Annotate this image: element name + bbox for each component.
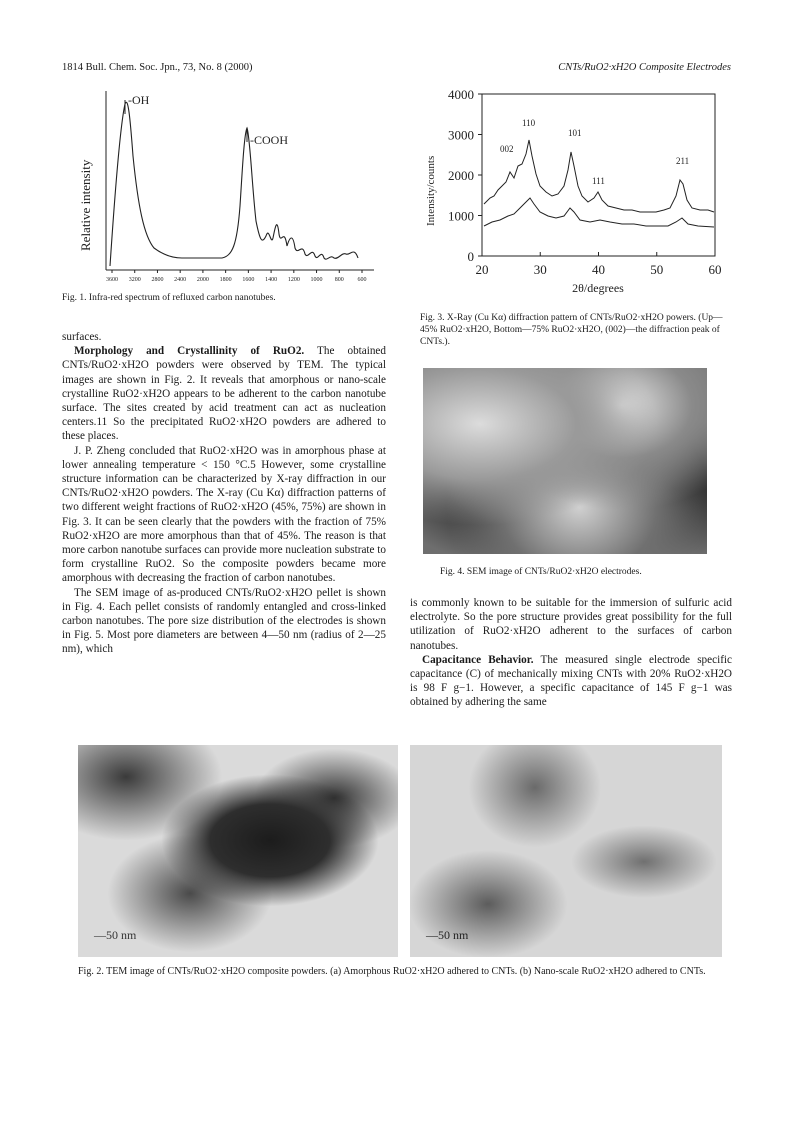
fig3-peak-110: 110 xyxy=(522,118,536,128)
right-text-p1: is commonly known to be suitable for the immersion of sulfuric acid electrolyte. So the pore structure provides great possibility for the full utilization of RuO2·xH2O adherent to the surfaces of carbon nanotubes. xyxy=(410,597,732,652)
fig1-x-tick-label: 3600 xyxy=(106,277,118,283)
fig1-peak-cooh: -COOH xyxy=(250,133,288,147)
fig2-caption: Fig. 2. TEM image of CNTs/RuO2·xH2O composite powders. (a) Amorphous RuO2·xH2O adhered to CNTs. (b) Nano-scale RuO2·xH2O adhered to CNTs. xyxy=(78,966,706,977)
right-column-text xyxy=(410,596,732,710)
fig3-peak-002: 002 xyxy=(500,144,514,154)
fig1-x-tick-label: 2400 xyxy=(174,277,187,283)
left-text-p2: J. P. Zheng concluded that RuO2·xH2O was in amorphous phase at lower annealing temperature < 150 °C.5 However, some crystalline structure information can be characterized by X-ray diffraction in our CNTs/RuO2·xH2O powders. The X-ray (Cu Kα) diffraction patterns of two different weight fractions of RuO2·xH2O (45%, 75%) are shown in Fig. 3. It can be seen clearly that the powders with the fraction of 75% RuO2·xH2O are more amorphous than that of 45%. The reason is that more carbon nanotube surfaces can provide more nucleation substrate to form crystalline RuO2. So the composite powders became more amorphous with decreasing the fraction of carbon nanotubes. xyxy=(62,444,387,585)
right-text-p2: The measured single electrode specific capacitance (C) of mechanically mixing CNTs with 20% RuO2·xH2O is 98 F g−1. However, a specific capacitance of 145 F g−1 was obtained by adhering the same xyxy=(410,653,732,709)
fig2b-tem-image xyxy=(410,745,722,957)
fig1-x-tick-label: 1000 xyxy=(310,277,323,283)
fig3-x-tick-label: 60 xyxy=(708,262,722,277)
fig3-x-tick-label: 40 xyxy=(592,262,605,277)
left-column-text xyxy=(62,330,386,657)
fig3-ylabel: Intensity/counts xyxy=(425,155,437,226)
fig1-spectrum-line xyxy=(110,102,358,266)
left-text-p1: The obtained CNTs/RuO2·xH2O powders were observed by TEM. The typical images are shown in Fig. 2. It reveals that amorphous or nano-scale crystalline RuO2·xH2O appears to be adherent to the carbon nanotube surface. The sites created by acid treatment can act as nucleation centers.11 So the precipitated RuO2·xH2O powders are adhered to these places. xyxy=(62,345,386,443)
fig3-xrd-chart xyxy=(410,86,735,296)
section-heading-morphology: Morphology and Crystallinity of RuO2. xyxy=(74,345,305,358)
fig3-y-tick-label: 4000 xyxy=(448,87,474,102)
fig1-x-tick-label: 2800 xyxy=(151,277,164,283)
fig1-ir-spectrum xyxy=(62,86,392,286)
fig3-caption: Fig. 3. X-Ray (Cu Kα) diffraction pattern of CNTs/RuO2·xH2O powers. (Up—45% RuO2·xH2O, Bottom—75% RuO2·xH2O, (002)—the diffraction peak of CNTs.). xyxy=(420,313,723,347)
fig3-peak-211: 211 xyxy=(676,156,690,166)
left-text-p3: The SEM image of as-produced CNTs/RuO2·xH2O pellet is shown in Fig. 4. Each pellet consists of randomly entangled and cross-linked carbon nanotubes. The pore size distribution of the electrodes is shown in Fig. 5. Most pore diameters are between 4—50 nm (radius of 2—25 nm), which xyxy=(62,586,386,656)
fig1-x-ticks xyxy=(106,270,367,283)
section-heading-capacitance: Capacitance Behavior. xyxy=(422,653,534,666)
running-header-right: CNTs/RuO2·xH2O Composite Electrodes xyxy=(558,62,731,73)
fig1-x-tick-label: 3200 xyxy=(128,277,141,283)
fig1-peak-oh: -OH xyxy=(128,93,150,107)
fig3-x-tick-label: 30 xyxy=(533,262,547,277)
fig1-x-tick-label: 1200 xyxy=(287,277,300,283)
fig1-x-tick-label: 1800 xyxy=(219,277,232,283)
fig2a-tem-image xyxy=(78,745,398,957)
fig3-y-ticks xyxy=(448,87,482,264)
fig1-x-tick-label: 1400 xyxy=(265,277,278,283)
fig1-x-tick-label: 800 xyxy=(334,277,344,283)
fig3-y-tick-label: 0 xyxy=(467,249,474,264)
fig3-y-tick-label: 3000 xyxy=(448,127,474,143)
fig4-caption: Fig. 4. SEM image of CNTs/RuO2·xH2O electrodes. xyxy=(440,567,642,577)
fig3-x-tick-label: 20 xyxy=(475,262,489,277)
fig1-x-tick-label: 2000 xyxy=(196,277,209,283)
fig3-x-tick-label: 50 xyxy=(650,262,664,277)
fig3-peak-101: 101 xyxy=(568,128,582,138)
fig1-x-tick-label: 600 xyxy=(357,277,367,283)
fig3-y-tick-label: 2000 xyxy=(448,168,474,183)
fig3-series-bottom xyxy=(484,198,714,227)
fig1-x-tick-label: 1600 xyxy=(242,277,255,283)
fig3-y-tick-label: 1000 xyxy=(448,208,474,224)
running-header-left: 1814 Bull. Chem. Soc. Jpn., 73, No. 8 (2000) xyxy=(62,62,253,73)
fig3-xlabel: 2θ/degrees xyxy=(572,281,624,295)
fig3-peak-111: 111 xyxy=(592,176,605,186)
fig4-sem-image xyxy=(423,368,707,554)
left-text-p0: surfaces. xyxy=(62,331,102,343)
fig2a-scale-bar: —50 nm xyxy=(94,928,137,942)
fig1-caption: Fig. 1. Infra-red spectrum of refluxed carbon nanotubes. xyxy=(62,293,276,303)
fig2b-scale-bar: —50 nm xyxy=(426,928,469,942)
fig1-ylabel: Relative intensity xyxy=(78,159,93,251)
